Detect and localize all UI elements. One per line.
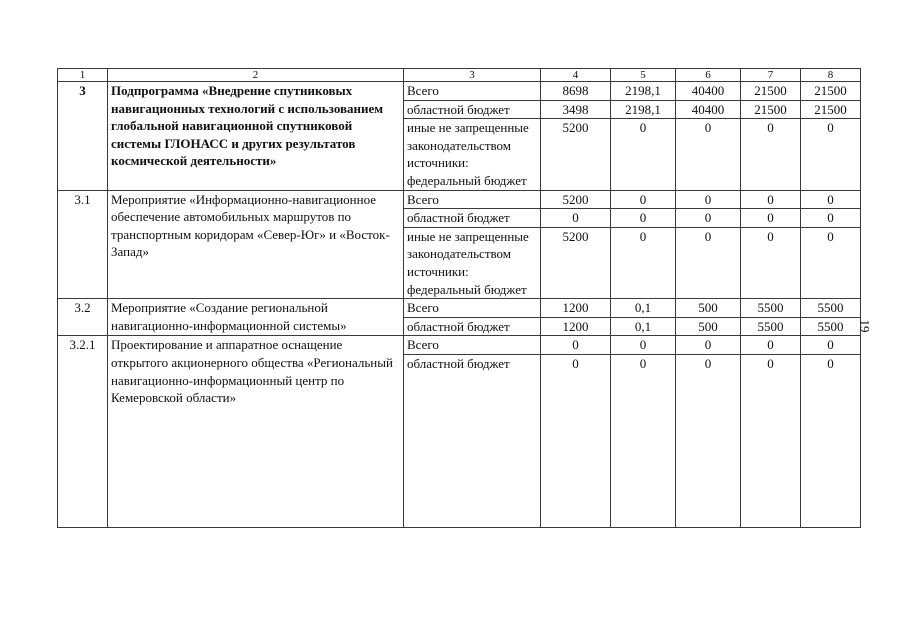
row-name: Мероприятие «Информационно-навигационное обеспечение автомобильных маршрутов по транспортным коридорам «Север-Юг» и «Восток-Запад» xyxy=(108,190,404,299)
value-cell: 0 xyxy=(801,227,861,298)
source-label: Всего xyxy=(404,82,541,101)
value-cell: 0 xyxy=(611,190,676,209)
value-cell: 5500 xyxy=(801,299,861,318)
source-label: областной бюджет xyxy=(404,100,541,119)
row-code: 3.1 xyxy=(58,190,108,299)
value-cell: 0 xyxy=(611,354,676,527)
value-cell: 500 xyxy=(676,299,741,318)
value-cell: 5500 xyxy=(801,317,861,336)
value-cell: 40400 xyxy=(676,100,741,119)
value-cell: 5200 xyxy=(541,119,611,190)
value-cell: 21500 xyxy=(801,82,861,101)
source-label: областной бюджет xyxy=(404,317,541,336)
value-cell: 0 xyxy=(541,209,611,228)
value-cell: 0 xyxy=(801,209,861,228)
header-cell: 8 xyxy=(801,69,861,82)
value-cell: 21500 xyxy=(801,100,861,119)
page-number: 19 xyxy=(857,319,873,333)
value-cell: 21500 xyxy=(741,82,801,101)
value-cell: 0,1 xyxy=(611,299,676,318)
value-cell: 2198,1 xyxy=(611,82,676,101)
value-cell: 0 xyxy=(676,227,741,298)
value-cell: 0 xyxy=(676,119,741,190)
value-cell: 0 xyxy=(541,354,611,527)
value-cell: 0 xyxy=(676,354,741,527)
value-cell: 0 xyxy=(676,209,741,228)
value-cell: 0 xyxy=(741,190,801,209)
value-cell: 0 xyxy=(801,354,861,527)
value-cell: 21500 xyxy=(741,100,801,119)
row-name: Мероприятие «Создание региональной навигационно-информационной системы» xyxy=(108,299,404,336)
table-row xyxy=(58,299,861,318)
source-label: областной бюджет xyxy=(404,354,541,527)
value-cell: 0 xyxy=(801,190,861,209)
value-cell: 0 xyxy=(611,119,676,190)
header-cell: 3 xyxy=(404,69,541,82)
value-cell: 0 xyxy=(611,209,676,228)
value-cell: 5500 xyxy=(741,317,801,336)
row-code: 3.2.1 xyxy=(58,336,108,528)
value-cell: 0 xyxy=(741,209,801,228)
header-cell: 6 xyxy=(676,69,741,82)
source-label: Всего xyxy=(404,190,541,209)
table-row xyxy=(58,82,861,101)
value-cell: 0 xyxy=(741,227,801,298)
header-cell: 1 xyxy=(58,69,108,82)
header-row xyxy=(58,69,861,82)
value-cell: 0,1 xyxy=(611,317,676,336)
value-cell: 1200 xyxy=(541,299,611,318)
header-cell: 7 xyxy=(741,69,801,82)
value-cell: 0 xyxy=(801,336,861,355)
value-cell: 0 xyxy=(741,119,801,190)
table-row xyxy=(58,190,861,209)
source-label: иные не запрещенные законодательством источники: федеральный бюджет xyxy=(404,119,541,190)
header-cell: 5 xyxy=(611,69,676,82)
value-cell: 0 xyxy=(611,336,676,355)
value-cell: 0 xyxy=(676,190,741,209)
value-cell: 500 xyxy=(676,317,741,336)
value-cell: 0 xyxy=(676,336,741,355)
source-label: Всего xyxy=(404,299,541,318)
header-cell: 4 xyxy=(541,69,611,82)
value-cell: 5200 xyxy=(541,227,611,298)
value-cell: 3498 xyxy=(541,100,611,119)
source-label: Всего xyxy=(404,336,541,355)
value-cell: 0 xyxy=(741,336,801,355)
row-code: 3 xyxy=(58,82,108,191)
table-row xyxy=(58,336,861,355)
value-cell: 5200 xyxy=(541,190,611,209)
source-label: иные не запрещенные законодательством источники: федеральный бюджет xyxy=(404,227,541,298)
value-cell: 0 xyxy=(541,336,611,355)
value-cell: 0 xyxy=(611,227,676,298)
value-cell: 2198,1 xyxy=(611,100,676,119)
source-label: областной бюджет xyxy=(404,209,541,228)
value-cell: 40400 xyxy=(676,82,741,101)
value-cell: 0 xyxy=(801,119,861,190)
value-cell: 0 xyxy=(741,354,801,527)
row-name: Подпрограмма «Внедрение спутниковых навигационных технологий с использованием глобальной навигационной спутниковой системы ГЛОНАСС и других результатов космической деятельности» xyxy=(108,82,404,191)
row-name: Проектирование и аппаратное оснащение открытого акционерного общества «Региональный навигационно-информационный центр по Кемеровской области» xyxy=(108,336,404,528)
value-cell: 8698 xyxy=(541,82,611,101)
row-code: 3.2 xyxy=(58,299,108,336)
header-cell: 2 xyxy=(108,69,404,82)
value-cell: 5500 xyxy=(741,299,801,318)
value-cell: 1200 xyxy=(541,317,611,336)
budget-table xyxy=(57,68,861,528)
